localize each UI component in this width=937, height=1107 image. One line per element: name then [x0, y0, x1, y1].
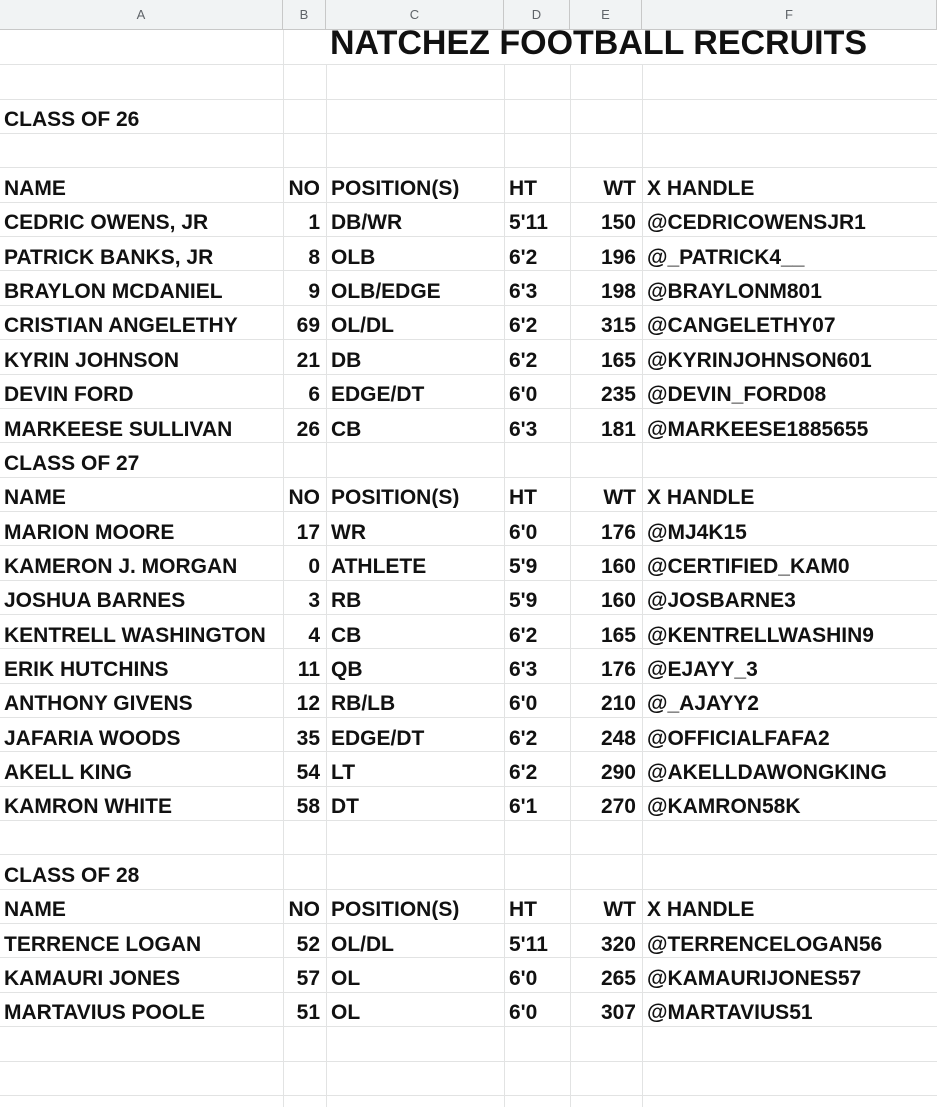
player-wt[interactable]: 307 — [600, 1002, 636, 1023]
player-name[interactable]: ANTHONY GIVENS — [4, 693, 193, 714]
header-wt[interactable]: WT — [603, 487, 636, 508]
row-gridline — [0, 270, 937, 271]
row-gridline — [0, 614, 937, 615]
player-wt[interactable]: 160 — [600, 556, 636, 577]
player-ht[interactable]: 6'1 — [509, 796, 538, 817]
player-pos[interactable]: DT — [331, 796, 359, 817]
player-name[interactable]: MARION MOORE — [4, 522, 175, 543]
player-x[interactable]: @MARKEESE1885655 — [647, 419, 869, 440]
player-x[interactable]: @DEVIN_FORD08 — [647, 384, 827, 405]
row-gridline — [0, 648, 937, 649]
row-gridline — [0, 820, 937, 821]
player-ht[interactable]: 6'3 — [509, 419, 538, 440]
row-gridline — [0, 1061, 937, 1062]
player-name[interactable]: CEDRIC OWENS, JR — [4, 212, 209, 233]
row-gridline — [0, 786, 937, 787]
player-name[interactable]: DEVIN FORD — [4, 384, 134, 405]
player-pos[interactable]: OL — [331, 1002, 361, 1023]
header-wt[interactable]: WT — [603, 899, 636, 920]
player-name[interactable]: KYRIN JOHNSON — [4, 350, 180, 371]
player-no[interactable]: 1 — [308, 212, 320, 233]
player-wt[interactable]: 160 — [600, 590, 636, 611]
column-gridline — [326, 64, 327, 1107]
player-no[interactable]: 4 — [308, 625, 320, 646]
player-wt[interactable]: 315 — [600, 315, 636, 336]
column-header-a[interactable]: A — [0, 0, 283, 30]
player-wt[interactable]: 290 — [600, 762, 636, 783]
player-ht[interactable]: 6'0 — [509, 384, 538, 405]
row-gridline — [0, 1095, 937, 1096]
row-gridline — [0, 545, 937, 546]
player-pos[interactable]: QB — [331, 659, 363, 680]
player-x[interactable]: @CERTIFIED_KAM0 — [647, 556, 850, 577]
header-wt[interactable]: WT — [603, 178, 636, 199]
player-ht[interactable]: 5'11 — [509, 212, 548, 233]
player-wt[interactable]: 176 — [600, 659, 636, 680]
player-pos[interactable]: OLB — [331, 247, 376, 268]
player-pos[interactable]: LT — [331, 762, 356, 783]
player-ht[interactable]: 6'0 — [509, 968, 538, 989]
row-gridline — [0, 751, 937, 752]
player-ht[interactable]: 5'9 — [509, 556, 538, 577]
row-gridline — [0, 717, 937, 718]
player-pos[interactable]: DB — [331, 350, 362, 371]
row-gridline — [0, 99, 937, 100]
player-wt[interactable]: 270 — [600, 796, 636, 817]
row-gridline — [0, 408, 937, 409]
player-ht[interactable]: 6'2 — [509, 247, 538, 268]
player-ht[interactable]: 6'3 — [509, 281, 538, 302]
player-wt[interactable]: 165 — [600, 625, 636, 646]
player-ht[interactable]: 6'0 — [509, 693, 538, 714]
row-gridline — [0, 442, 937, 443]
section-label[interactable]: CLASS OF 28 — [4, 865, 140, 886]
player-no[interactable]: 6 — [308, 384, 320, 405]
header-ht[interactable]: HT — [509, 487, 537, 508]
player-no[interactable]: 54 — [296, 762, 320, 783]
player-name[interactable]: JOSHUA BARNES — [4, 590, 186, 611]
player-ht[interactable]: 6'0 — [509, 522, 538, 543]
player-x[interactable]: @KAMAURIJONES57 — [647, 968, 862, 989]
player-name[interactable]: MARKEESE SULLIVAN — [4, 419, 233, 440]
player-ht[interactable]: 6'2 — [509, 762, 538, 783]
row-gridline — [0, 374, 937, 375]
player-no[interactable]: 51 — [296, 1002, 320, 1023]
player-x[interactable]: @CEDRICOWENSJR1 — [647, 212, 866, 233]
column-header-f[interactable]: F — [642, 0, 937, 30]
player-wt[interactable]: 235 — [600, 384, 636, 405]
player-x[interactable]: @AKELLDAWONGKING — [647, 762, 887, 783]
row-gridline — [0, 683, 937, 684]
player-ht[interactable]: 6'2 — [509, 350, 538, 371]
player-name[interactable]: AKELL KING — [4, 762, 132, 783]
column-gridline — [642, 64, 643, 1107]
player-x[interactable]: @_AJAYY2 — [647, 693, 759, 714]
player-no[interactable]: 21 — [296, 350, 320, 371]
header-no[interactable]: NO — [288, 899, 320, 920]
player-pos[interactable]: ATHLETE — [331, 556, 427, 577]
player-x[interactable]: @TERRENCELOGAN56 — [647, 934, 883, 955]
player-name[interactable]: KAMAURI JONES — [4, 968, 181, 989]
header-name[interactable]: NAME — [4, 178, 66, 199]
player-wt[interactable]: 181 — [600, 419, 636, 440]
row-gridline — [0, 167, 937, 168]
row-gridline — [0, 854, 937, 855]
row-gridline — [0, 992, 937, 993]
row-gridline — [0, 1026, 937, 1027]
player-wt[interactable]: 265 — [600, 968, 636, 989]
row-gridline — [0, 339, 937, 340]
player-ht[interactable]: 5'9 — [509, 590, 538, 611]
player-name[interactable]: BRAYLON MCDANIEL — [4, 281, 223, 302]
player-ht[interactable]: 6'0 — [509, 1002, 538, 1023]
player-no[interactable]: 58 — [296, 796, 320, 817]
player-no[interactable]: 11 — [297, 659, 320, 680]
player-x[interactable]: @KENTRELLWASHIN9 — [647, 625, 874, 646]
header-no[interactable]: NO — [288, 487, 320, 508]
row-gridline — [0, 133, 937, 134]
row-gridline — [0, 923, 937, 924]
row-gridline — [0, 957, 937, 958]
player-x[interactable]: @KAMRON58K — [647, 796, 801, 817]
player-pos[interactable]: OL/DL — [331, 315, 394, 336]
player-name[interactable]: PATRICK BANKS, JR — [4, 247, 214, 268]
row-gridline — [0, 236, 937, 237]
player-name[interactable]: KAMERON J. MORGAN — [4, 556, 238, 577]
player-x[interactable]: @EJAYY_3 — [647, 659, 758, 680]
player-ht[interactable]: 5'11 — [509, 934, 548, 955]
player-pos[interactable]: WR — [331, 522, 366, 543]
section-label[interactable]: CLASS OF 27 — [4, 453, 140, 474]
header-name[interactable]: NAME — [4, 487, 66, 508]
player-pos[interactable]: RB/LB — [331, 693, 396, 714]
player-name[interactable]: MARTAVIUS POOLE — [4, 1002, 206, 1023]
header-x[interactable]: X HANDLE — [647, 487, 755, 508]
player-ht[interactable]: 6'2 — [509, 625, 538, 646]
column-gridline — [326, 30, 327, 64]
player-wt[interactable]: 150 — [600, 212, 636, 233]
header-no[interactable]: NO — [288, 178, 320, 199]
player-no[interactable]: 17 — [296, 522, 320, 543]
header-pos[interactable]: POSITION(S) — [331, 899, 460, 920]
player-x[interactable]: @BRAYLONM801 — [647, 281, 822, 302]
player-name[interactable]: KENTRELL WASHINGTON — [4, 625, 266, 646]
player-wt[interactable]: 248 — [600, 728, 636, 749]
header-pos[interactable]: POSITION(S) — [331, 487, 460, 508]
column-header-e[interactable]: E — [570, 0, 642, 30]
column-header-c[interactable]: C — [326, 0, 504, 30]
header-ht[interactable]: HT — [509, 178, 537, 199]
player-no[interactable]: 9 — [308, 281, 320, 302]
row-gridline — [0, 477, 937, 478]
player-name[interactable]: TERRENCE LOGAN — [4, 934, 202, 955]
row-gridline — [0, 305, 937, 306]
header-x[interactable]: X HANDLE — [647, 899, 755, 920]
header-x[interactable]: X HANDLE — [647, 178, 755, 199]
player-pos[interactable]: RB — [331, 590, 362, 611]
player-no[interactable]: 26 — [296, 419, 320, 440]
column-gridline — [504, 64, 505, 1107]
player-x[interactable]: @JOSBARNE3 — [647, 590, 796, 611]
player-pos[interactable]: CB — [331, 625, 362, 646]
player-pos[interactable]: EDGE/DT — [331, 728, 425, 749]
header-ht[interactable]: HT — [509, 899, 537, 920]
player-x[interactable]: @CANGELETHY07 — [647, 315, 836, 336]
player-pos[interactable]: OLB/EDGE — [331, 281, 441, 302]
player-x[interactable]: @KYRINJOHNSON601 — [647, 350, 872, 371]
player-pos[interactable]: CB — [331, 419, 362, 440]
player-x[interactable]: @MJ4K15 — [647, 522, 747, 543]
player-wt[interactable]: 176 — [600, 522, 636, 543]
section-label[interactable]: CLASS OF 26 — [4, 109, 140, 130]
player-name[interactable]: KAMRON WHITE — [4, 796, 172, 817]
player-no[interactable]: 69 — [296, 315, 320, 336]
player-wt[interactable]: 165 — [600, 350, 636, 371]
player-ht[interactable]: 6'2 — [509, 728, 538, 749]
player-no[interactable]: 8 — [308, 247, 320, 268]
player-no[interactable]: 52 — [296, 934, 320, 955]
player-no[interactable]: 3 — [308, 590, 320, 611]
player-pos[interactable]: EDGE/DT — [331, 384, 425, 405]
player-x[interactable]: @MARTAVIUS51 — [647, 1002, 813, 1023]
player-wt[interactable]: 196 — [600, 247, 636, 268]
row-gridline — [0, 511, 937, 512]
column-header-d[interactable]: D — [504, 0, 570, 30]
player-no[interactable]: 35 — [296, 728, 320, 749]
player-pos[interactable]: DB/WR — [331, 212, 403, 233]
player-name[interactable]: CRISTIAN ANGELETHY — [4, 315, 238, 336]
column-header-b[interactable]: B — [283, 0, 326, 30]
header-pos[interactable]: POSITION(S) — [331, 178, 460, 199]
player-name[interactable]: JAFARIA WOODS — [4, 728, 181, 749]
player-wt[interactable]: 198 — [600, 281, 636, 302]
player-wt[interactable]: 320 — [600, 934, 636, 955]
player-wt[interactable]: 210 — [600, 693, 636, 714]
player-pos[interactable]: OL/DL — [331, 934, 394, 955]
player-x[interactable]: @OFFICIALFAFA2 — [647, 728, 830, 749]
page-title: NATCHEZ FOOTBALL RECRUITS — [330, 24, 868, 62]
player-no[interactable]: 0 — [308, 556, 320, 577]
row-gridline — [0, 64, 937, 65]
player-ht[interactable]: 6'3 — [509, 659, 538, 680]
header-name[interactable]: NAME — [4, 899, 66, 920]
player-x[interactable]: @_PATRICK4__ — [647, 247, 805, 268]
player-name[interactable]: ERIK HUTCHINS — [4, 659, 169, 680]
player-no[interactable]: 12 — [296, 693, 320, 714]
row-gridline — [0, 889, 937, 890]
player-ht[interactable]: 6'2 — [509, 315, 538, 336]
player-no[interactable]: 57 — [296, 968, 320, 989]
row-gridline — [0, 202, 937, 203]
player-pos[interactable]: OL — [331, 968, 361, 989]
row-gridline — [0, 580, 937, 581]
